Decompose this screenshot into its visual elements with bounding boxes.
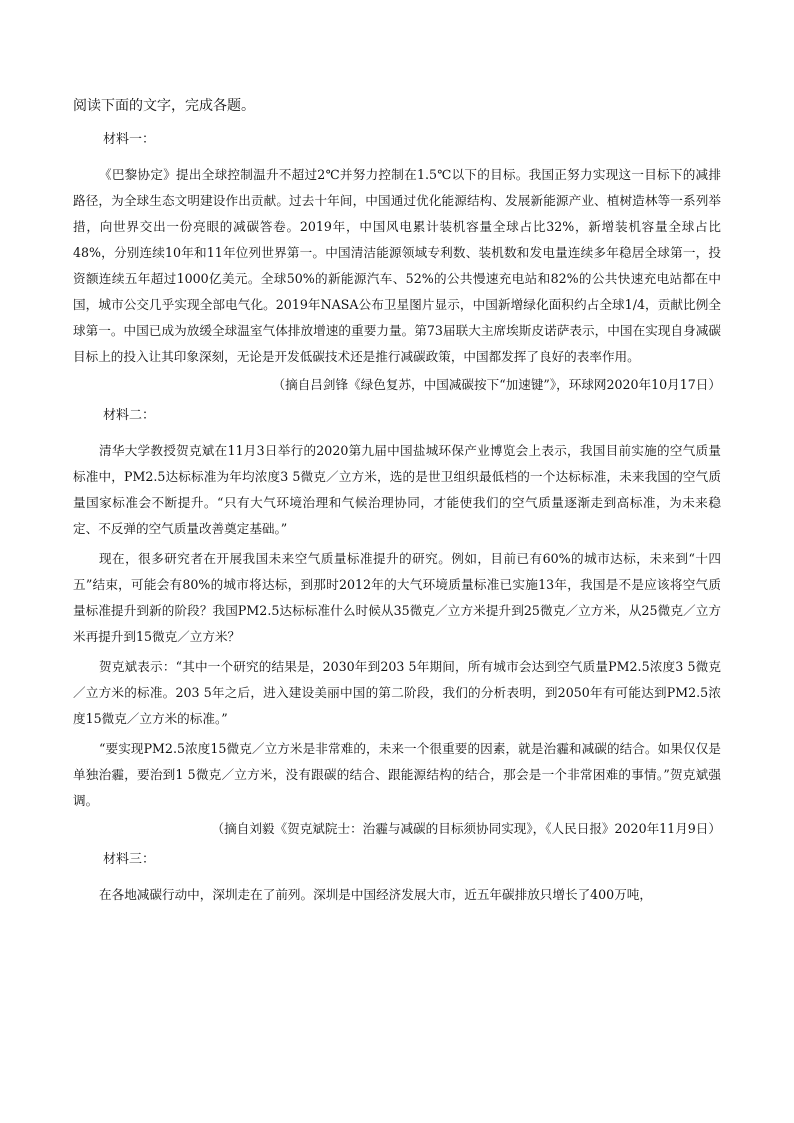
material-2-paragraph-4: “要实现PM2.5浓度15微克／立方米是非常难的，未来一个很重要的因素，就是治霾和减碳的结合。如果仅仅是单独治霾，要治到1 5微克／立方米，没有跟碳的结合、跟能源结构的结合，那会是一个非常困难的事情。”贺克斌强调。 [73,741,721,808]
material-3-paragraph: 在各地减碳行动中，深圳走在了前列。深圳是中国经济发展大市，近五年碳排放只增长了400万吨， [99,887,652,902]
document-page [73,96,721,908]
material-1-label: 材料一： [103,132,156,147]
instruction-text: 阅读下面的文字，完成各题。 [73,98,255,114]
material-3-label: 材料三： [103,852,156,867]
material-1-paragraph: 《巴黎协定》提出全球控制温升不超过2℃并努力控制在1.5℃以下的目标。我国正努力实现这一目标下的减排路径，为全球生态文明建设作出贡献。过去十年间，中国通过优化能源结构、发展新能源产业、植树造林等一系列举措，向世界交出一份亮眼的减碳答卷。2019年，中国风电累计装机容量全球占比32%，新增装机容量全球占比48%，分别连续10年和11年位列世界第一。中国清洁能源领域专利数、装机数和发电量连续多年稳居全球第一，投资额连续五年超过1000亿美元。全球50%的新能源汽车、52%的公共慢速充电站和82%的公共快速充电站都在中国，城市公交几乎实现全部电气化。2019年NASA公布卫星图片显示，中国新增绿化面积约占全球1/4，贡献比例全球第一。中国已成为放缓全球温室气体排放增速的重要力量。第73届联大主席埃斯皮诺萨表示，中国在实现自身减碳目标上的投入让其印象深刻，无论是开发低碳技术还是推行减碳政策，中国都发挥了良好的表率作用。 [73,167,721,364]
material-3 [73,850,721,908]
material-2-paragraph-2: 现在，很多研究者在开展我国未来空气质量标准提升的研究。例如，目前已有60%的城市达标，未来到“十四五”结束，可能会有80%的城市将达标，到那时2012年的大气环境质量标准已实施13年，我国是不是应该将空气质量标准提升到新的阶段？我国PM2.5达标标准什么时候从35微克／立方米提升到25微克／立方米，从25微克／立方米再提升到15微克／立方米？ [73,551,721,644]
material-1-source: （摘自吕剑锋《绿色复苏，中国减碳按下“加速键”》，环球网2020年10月17日） [272,377,721,392]
material-2-source: （摘自刘毅《贺克斌院士：治霾与减碳的目标须协同实现》，《人民日报》2020年11月9日） [211,821,721,836]
material-2-paragraph-1: 清华大学教授贺克斌在11月3日举行的2020第九届中国盐城环保产业博览会上表示，我国目前实施的空气质量标准中，PM2.5达标标准为年均浓度3 5微克／立方米，选的是世卫组织最低档的一个达标标准，未来我国的空气质量国家标准会不断提升。“只有大气环境治理和气候治理协同，才能使我们的空气质量逐渐走到高标准，为未来稳定、不反弹的空气质量改善奠定基础。” [73,443,721,536]
material-2-paragraph-3: 贺克斌表示：“其中一个研究的结果是，2030年到203 5年期间，所有城市会达到空气质量PM2.5浓度3 5微克／立方米的标准。203 5年之后，进入建设美丽中国的第二阶段，我们的分析表明，到2050年有可能达到PM2.5浓度15微克／立方米的标准。” [73,659,721,726]
material-2-label: 材料二： [103,408,156,423]
material-1 [73,130,721,396]
material-2 [73,406,721,840]
